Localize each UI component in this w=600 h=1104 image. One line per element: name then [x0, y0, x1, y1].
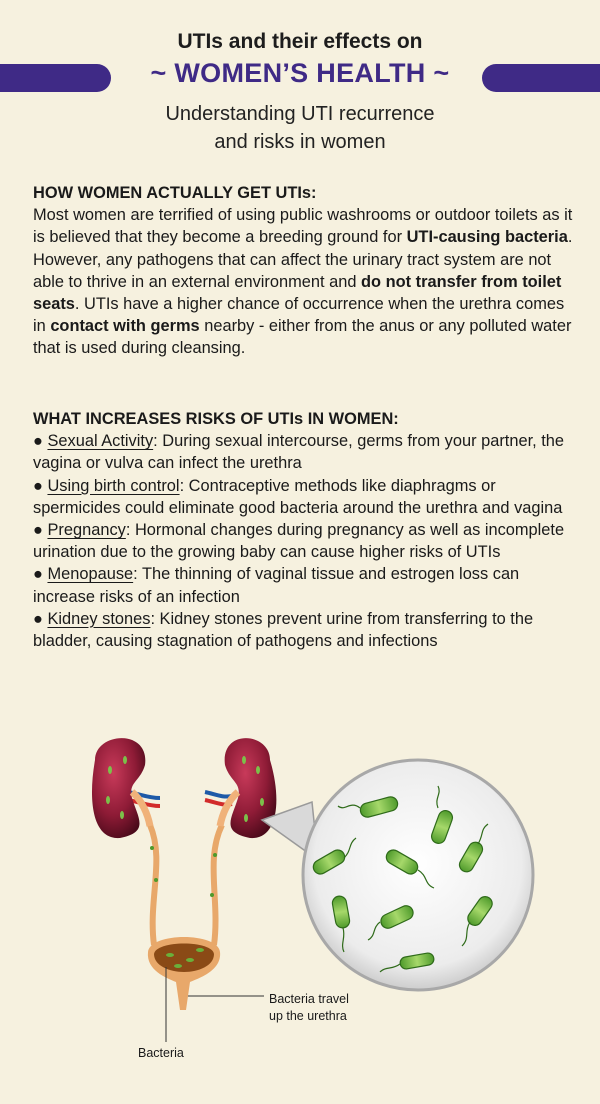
section1-text-3: . UTIs have a higher chance of occurrence when the urethra comes in	[33, 295, 565, 336]
bullet: ●	[33, 476, 43, 495]
risk-text: : The thinning of vaginal tissue and estrogen loss can increase risks of an infection	[33, 565, 520, 606]
section-how-women-get-utis	[33, 182, 573, 360]
section1-text-4: nearby - either from the anus or any polluted water that is used during cleansing.	[33, 317, 572, 358]
section1-heading: HOW WOMEN ACTUALLY GET UTIs:	[33, 184, 317, 202]
left-kidney-icon	[92, 738, 150, 838]
risk-item-menopause	[33, 563, 573, 607]
label-bacteria: Bacteria	[138, 1046, 184, 1060]
risk-text: : During sexual intercourse, germs from your partner, the vagina or vulva can infect the urethra	[33, 432, 565, 473]
section1-bold-2: do not transfer from toilet seats	[33, 272, 562, 314]
risk-text: : Contraceptive methods like diaphragms or spermicides could eliminate good bacteria around the urethra and vagina	[33, 476, 563, 517]
risk-term: Using birth control	[47, 476, 180, 495]
bullet: ●	[33, 565, 43, 584]
right-ureter	[214, 825, 222, 945]
urinary-tract-illustration	[0, 720, 600, 1100]
header-top-line: UTIs and their effects on	[177, 30, 423, 53]
section2-heading: WHAT INCREASES RISKS OF UTIs IN WOMEN:	[33, 410, 399, 428]
label-travel-line-2: up the urethra	[269, 1009, 347, 1023]
section1-bold-1: UTI-causing bacteria	[406, 228, 568, 247]
label-travel-line-1: Bacteria travel	[269, 992, 349, 1006]
subtitle-line-2: and risks in women	[214, 131, 386, 153]
section1-bold-3: contact with germs	[50, 317, 200, 336]
section1-text-1: Most women are terrified of using public washrooms or outdoor toilets as it is believed that they become a breeding ground for	[33, 206, 573, 247]
left-ureter	[150, 825, 156, 945]
risk-item-pregnancy	[33, 519, 573, 563]
risk-item-sexual-activity	[33, 430, 573, 474]
risk-term: Pregnancy	[47, 521, 126, 540]
risk-text: : Hormonal changes during pregnancy as well as incomplete urination due to the growing baby can cause higher risks of UTIs	[33, 521, 565, 562]
section1-paragraph	[33, 206, 572, 357]
label-bacteria-travel	[269, 991, 349, 1025]
bullet: ●	[33, 432, 43, 451]
section-risk-factors	[33, 408, 573, 652]
risk-term: Sexual Activity	[47, 432, 154, 451]
bladder-icon	[148, 937, 220, 1010]
risk-item-birth-control	[33, 475, 573, 519]
risk-text: : Kidney stones prevent urine from transferring to the bladder, causing stagnation of pathogens and infections	[33, 609, 534, 651]
risk-term: Menopause	[47, 565, 134, 584]
risk-term: Kidney stones	[47, 609, 151, 628]
bullet: ●	[33, 609, 43, 628]
banner-title: ~ WOMEN’S HEALTH ~	[150, 58, 450, 88]
subtitle	[0, 100, 600, 156]
subtitle-line-1: Understanding UTI recurrence	[165, 103, 435, 125]
section1-text-2: . However, any pathogens that can affect the urinary tract system are not able to thrive in an external environment and	[33, 228, 573, 291]
bullet: ●	[33, 521, 43, 540]
risk-item-kidney-stones	[33, 608, 573, 652]
